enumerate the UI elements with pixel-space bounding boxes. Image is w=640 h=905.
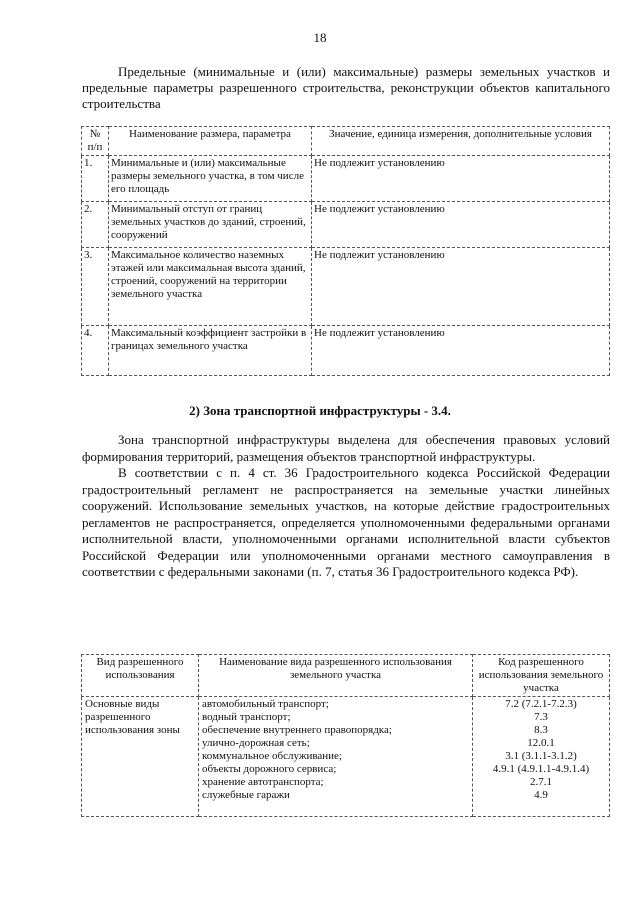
list-item-code: 7.3 (534, 711, 548, 723)
row-name: Максимальное количество наземных этажей или максимальная высота зданий, строений, сооружений на территории земельного участка (109, 248, 312, 326)
list-item: служебные гаражи (202, 789, 290, 801)
table-header-row (82, 127, 610, 156)
row-num: 1. (82, 156, 109, 202)
list-item-code: 2.7.1 (530, 776, 552, 788)
header-name: Наименование размера, параметра (109, 127, 312, 156)
use-names-cell (199, 697, 473, 817)
list-item: обеспечение внутреннего правопорядка; (202, 724, 392, 736)
row-value: Не подлежит установлению (312, 326, 610, 376)
list-item: объекты дорожного сервиса; (202, 763, 337, 775)
list-item-code: 4.9.1 (4.9.1.1-4.9.1.4) (492, 763, 590, 775)
list-item-code: 4.9 (534, 789, 548, 801)
list-item-code: 8.3 (534, 724, 548, 736)
row-value: Не подлежит установлению (312, 202, 610, 248)
list-item: автомобильный транспорт; (202, 698, 329, 710)
paragraph-zone-description: Зона транспортной инфраструктуры выделена для обеспечения правовых условий формирования территорий, размещения объектов транспортной инфраструктуры. (82, 432, 610, 464)
list-item: водный транспорт; (202, 711, 291, 723)
paragraph-legal-basis: В соответствии с п. 4 ст. 36 Градостроительного кодекса Российской Федерации градостроительный регламент не распространяется на земельные участки линейных сооружений. Использование земельных участков, на которые действие градостроительных регламентов не распространяется, определяется уполномоченными федеральными органами исполнительной власти, уполномоченными органами исполнительной власти субъектов Российской Федерации или уполномоченными органами местного самоуправления в соответствии с федеральными законами (п. 7, статья 36 Градостроительного кодекса РФ). (82, 465, 610, 579)
table-row (82, 156, 610, 202)
table-header-row (82, 655, 610, 697)
row-num: 4. (82, 326, 109, 376)
row-name: Минимальный отступ от границ земельных участков до зданий, строений, сооружений (109, 202, 312, 248)
section-title: 2) Зона транспортной инфраструктуры - 3.4. (189, 403, 451, 418)
row-name: Максимальный коэффициент застройки в границах земельного участка (109, 326, 312, 376)
list-item: хранение автотранспорта; (202, 776, 324, 788)
row-value: Не подлежит установлению (312, 156, 610, 202)
row-value: Не подлежит установлению (312, 248, 610, 326)
parameters-table (81, 126, 610, 376)
list-item: коммунальное обслуживание; (202, 750, 342, 762)
header-num: № п/п (82, 127, 109, 156)
header-code: Код разрешенного использования земельного участка (473, 655, 610, 697)
list-item-code: 3.1 (3.1.1-3.1.2) (505, 750, 577, 762)
table-row (82, 202, 610, 248)
page-number: 18 (313, 30, 327, 45)
header-kind: Вид разрешенного использования (82, 655, 199, 697)
list-item: улично-дорожная сеть; (202, 737, 310, 749)
use-kind: Основные виды разрешенного использования зоны (82, 697, 199, 817)
header-use-name: Наименование вида разрешенного использования земельного участка (199, 655, 473, 697)
paragraph-block (82, 432, 610, 581)
table-row (82, 248, 610, 326)
row-num: 3. (82, 248, 109, 326)
use-codes-cell (473, 697, 610, 817)
list-item-code: 12.0.1 (527, 737, 555, 749)
row-num: 2. (82, 202, 109, 248)
table-row (82, 697, 610, 817)
table-row (82, 326, 610, 376)
permitted-use-table (81, 654, 610, 817)
intro-text: Предельные (минимальные и (или) максимальные) размеры земельных участков и предельные параметры разрешенного строительства, реконструкции объектов капитального строительства (82, 64, 610, 111)
row-name: Минимальные и (или) максимальные размеры земельного участка, в том числе его площадь (109, 156, 312, 202)
header-value: Значение, единица измерения, дополнительные условия (312, 127, 610, 156)
list-item-code: 7.2 (7.2.1-7.2.3) (505, 698, 577, 710)
